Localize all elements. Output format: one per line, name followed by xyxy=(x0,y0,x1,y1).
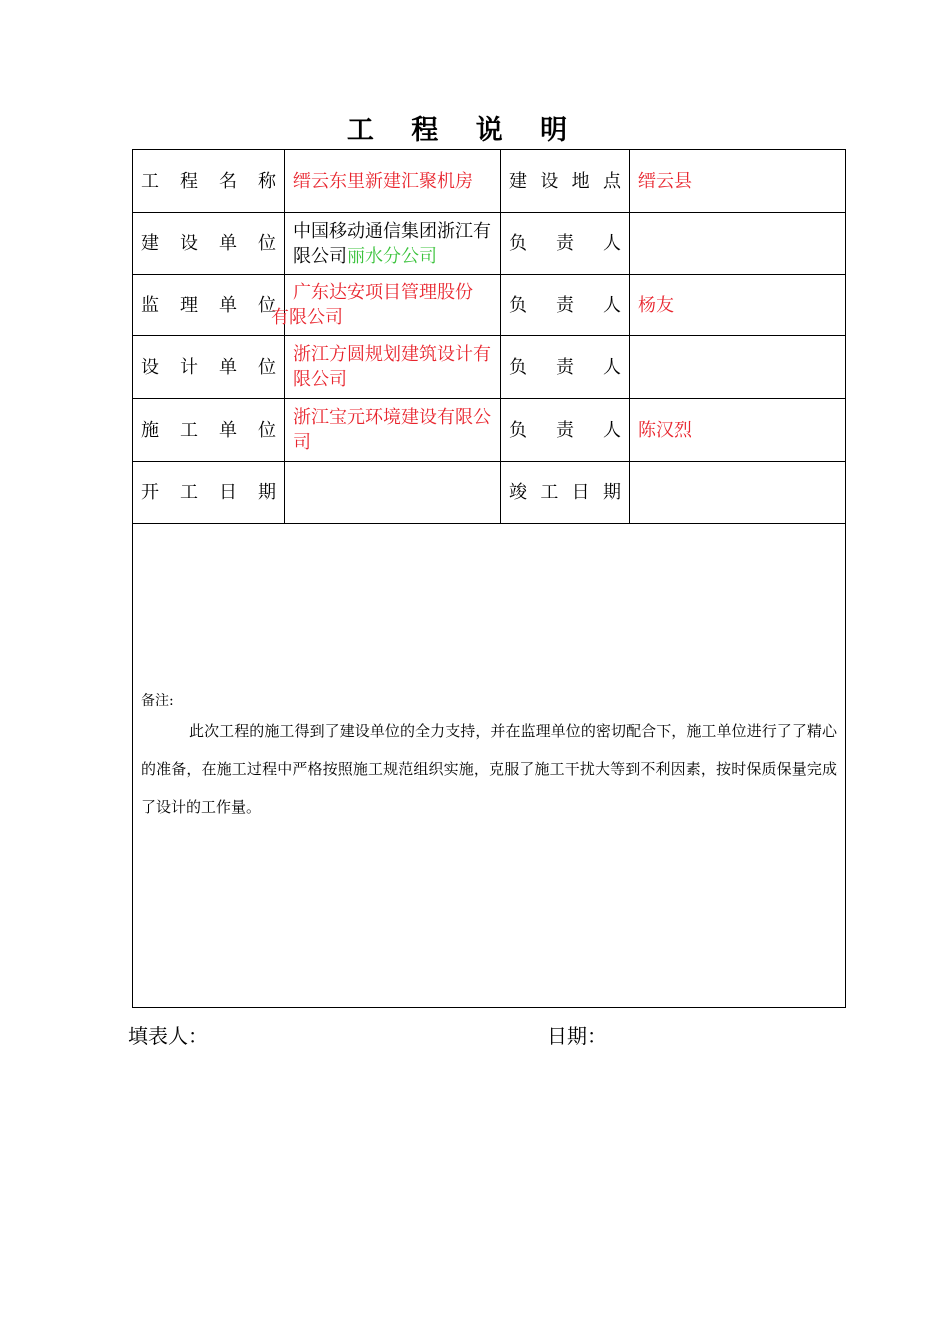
value-start-date xyxy=(285,462,501,524)
label-start-date: 开 工 日 期 xyxy=(133,462,285,524)
page-title: 工 程 说 明 xyxy=(346,115,582,146)
label-design-unit: 设 计 单 位 xyxy=(133,336,285,399)
supervision-unit-line2: 有限公司 xyxy=(271,307,343,328)
value-construction-unit xyxy=(285,213,501,275)
table-row xyxy=(133,336,846,399)
label-responsible-2: 负 责 人 xyxy=(501,275,630,336)
filler-label: 填表人： xyxy=(128,1024,208,1048)
value-contractor: 浙江宝元环境建设有限公司 xyxy=(285,399,501,462)
project-info-table xyxy=(132,149,846,1008)
label-end-date: 竣 工 日 期 xyxy=(501,462,630,524)
label-construction-unit: 建 设 单 位 xyxy=(133,213,285,275)
label-responsible-1: 负 责 人 xyxy=(501,213,630,275)
value-responsible-2: 杨友 xyxy=(630,275,846,336)
value-end-date xyxy=(630,462,846,524)
value-responsible-3 xyxy=(630,336,846,399)
label-location: 建 设 地 点 xyxy=(501,150,630,213)
table-row xyxy=(133,150,846,213)
supervision-unit-line1: 广东达安项目管理股份 xyxy=(293,282,473,303)
date-label: 日期： xyxy=(547,1024,607,1048)
notes-row xyxy=(133,524,846,1008)
label-contractor: 施 工 单 位 xyxy=(133,399,285,462)
value-supervision-unit xyxy=(271,275,501,336)
notes-label: 备注: xyxy=(141,693,174,709)
construction-unit-branch: 丽水分公司 xyxy=(347,245,437,267)
construction-unit-name: 中国移动通信集团浙江有限公司 xyxy=(293,220,491,267)
label-responsible-3: 负 责 人 xyxy=(501,336,630,399)
value-design-unit: 浙江方圆规划建筑设计有限公司 xyxy=(285,336,501,399)
table-row xyxy=(133,399,846,462)
label-project-name: 工 程 名 称 xyxy=(133,150,285,213)
value-project-name: 缙云东里新建汇聚机房 xyxy=(285,150,501,213)
notes-body: 此次工程的施工得到了建设单位的全力支持，并在监理单位的密切配合下，施工单位进行了了精心的准备，在施工过程中严格按照施工规范组织实施，克服了施工干扰大等到不利因素，按时保质保量完成了设计的工作量。 xyxy=(141,722,837,816)
label-responsible-4: 负 责 人 xyxy=(501,399,630,462)
label-supervision-unit: 监 理 单 位 xyxy=(133,275,285,336)
value-responsible-4: 陈汉烈 xyxy=(630,399,846,462)
value-location: 缙云县 xyxy=(630,150,846,213)
table-row xyxy=(133,275,846,336)
table-row xyxy=(133,462,846,524)
value-responsible-1 xyxy=(630,213,846,275)
notes-cell xyxy=(133,524,846,1008)
table-row xyxy=(133,213,846,275)
